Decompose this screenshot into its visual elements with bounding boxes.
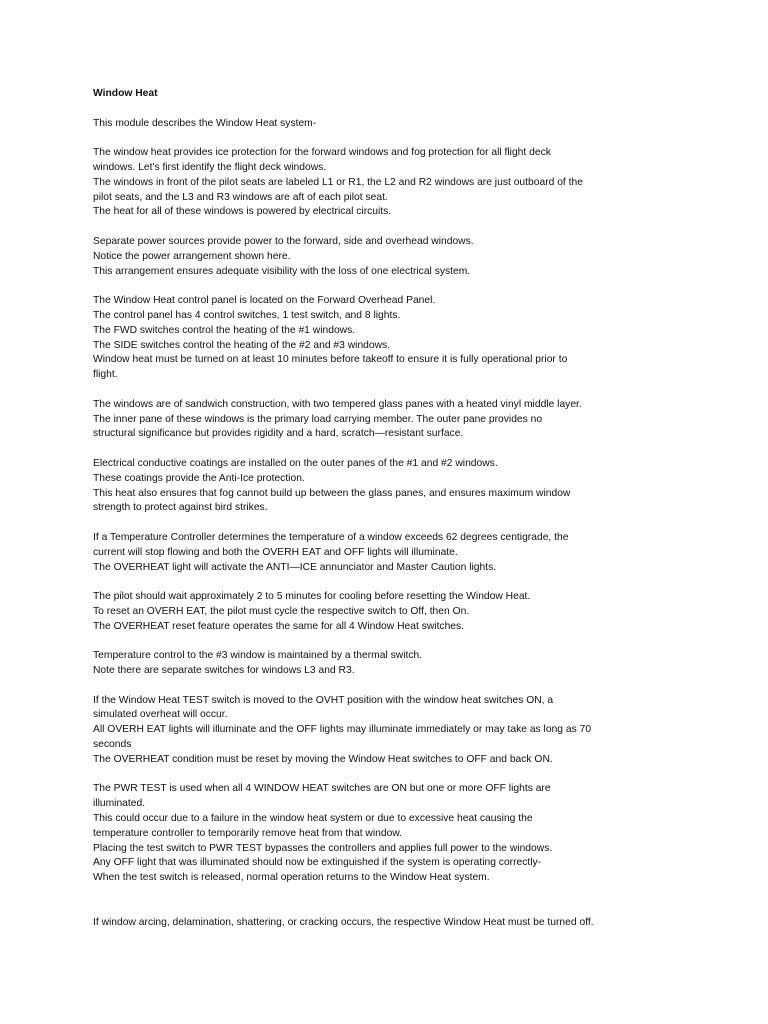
text-line: Window heat must be turned on at least 10 minutes before takeoff to ensure it is fully operational prior to bbox=[93, 354, 568, 366]
text-line: This could occur due to a failure in the window heat system or due to excessive heat causing the bbox=[93, 813, 533, 825]
text-line: pilot seats, and the L3 and R3 windows are aft of each pilot seat. bbox=[93, 191, 388, 203]
paragraph bbox=[93, 916, 683, 931]
text-line: Separate power sources provide power to the forward, side and overhead windows. bbox=[93, 235, 474, 247]
text-line: current will stop flowing and both the OVERH EAT and OFF lights will illuminate. bbox=[93, 546, 458, 558]
paragraph bbox=[93, 590, 683, 634]
text-line: When the test switch is released, normal operation returns to the Window Heat system. bbox=[93, 872, 490, 884]
paragraph bbox=[93, 782, 683, 886]
text-line: flight. bbox=[93, 369, 118, 381]
text-line: structural significance but provides rigidity and a hard, scratch—resistant surface. bbox=[93, 428, 464, 440]
text-line: Placing the test switch to PWR TEST bypasses the controllers and applies full power to the windows. bbox=[93, 842, 553, 854]
text-line: The inner pane of these windows is the primary load carrying member. The outer pane provides no bbox=[93, 413, 543, 425]
paragraph bbox=[93, 146, 683, 220]
text-line: strength to protect against bird strikes. bbox=[93, 502, 268, 514]
text-line: If the Window Heat TEST switch is moved to the OVHT position with the window heat switches ON, a bbox=[93, 694, 554, 706]
text-line: All OVERH EAT lights will illuminate and the OFF lights may illuminate immediately or may take as long as 70 bbox=[93, 724, 592, 736]
text-line: The heat for all of these windows is powered by electrical circuits. bbox=[93, 206, 392, 218]
text-line: illuminated. bbox=[93, 798, 146, 810]
text-line: This module describes the Window Heat system- bbox=[93, 117, 317, 129]
text-line: windows. Let's first identify the flight deck windows. bbox=[93, 161, 327, 173]
paragraph bbox=[93, 457, 683, 516]
text-line: Notice the power arrangement shown here. bbox=[93, 250, 291, 262]
text-line: Any OFF light that was illuminated should now be extinguished if the system is operating correctly- bbox=[93, 857, 542, 869]
text-line: The window heat provides ice protection for the forward windows and fog protection for all flight deck bbox=[93, 147, 551, 159]
text-line: temperature controller to temporarily remove heat from that window. bbox=[93, 827, 403, 839]
paragraph-list bbox=[93, 117, 683, 931]
text-line: Temperature control to the #3 window is maintained by a thermal switch. bbox=[93, 650, 423, 662]
text-line: The FWD switches control the heating of the #1 windows. bbox=[93, 324, 356, 336]
text-line: This arrangement ensures adequate visibility with the loss of one electrical system. bbox=[93, 265, 471, 277]
text-line: The pilot should wait approximately 2 to 5 minutes for cooling before resetting the Window Heat. bbox=[93, 591, 531, 603]
text-line: The Window Heat control panel is located on the Forward Overhead Panel. bbox=[93, 295, 436, 307]
text-line: The windows in front of the pilot seats are labeled L1 or R1, the L2 and R2 windows are just outboard of the bbox=[93, 176, 583, 188]
paragraph bbox=[93, 398, 683, 442]
paragraph bbox=[93, 649, 683, 679]
paragraph bbox=[93, 117, 683, 132]
text-line: Note there are separate switches for windows L3 and R3. bbox=[93, 665, 355, 677]
paragraph bbox=[93, 235, 683, 279]
document-body bbox=[93, 87, 683, 945]
document-title: Window Heat bbox=[93, 88, 158, 99]
text-line: The control panel has 4 control switches, 1 test switch, and 8 lights. bbox=[93, 309, 401, 321]
paragraph-gap bbox=[93, 901, 683, 916]
text-line: seconds bbox=[93, 739, 132, 751]
text-line: These coatings provide the Anti-Ice protection. bbox=[93, 472, 305, 484]
text-line: The SIDE switches control the heating of the #2 and #3 windows. bbox=[93, 339, 391, 351]
text-line: If a Temperature Controller determines the temperature of a window exceeds 62 degrees centigrade, the bbox=[93, 531, 569, 543]
paragraph bbox=[93, 694, 683, 768]
text-line: This heat also ensures that fog cannot build up between the glass panes, and ensures maximum window bbox=[93, 487, 571, 499]
text-line: If window arcing, delamination, shattering, or cracking occurs, the respective Window Heat must be turned off. bbox=[93, 916, 594, 928]
text-line: The PWR TEST is used when all 4 WINDOW HEAT switches are ON but one or more OFF lights are bbox=[93, 783, 551, 795]
text-line: simulated overheat will occur. bbox=[93, 709, 228, 721]
paragraph bbox=[93, 294, 683, 383]
text-line: The OVERHEAT light will activate the ANTI—ICE annunciator and Master Caution lights. bbox=[93, 561, 497, 573]
text-line: The windows are of sandwich construction, with two tempered glass panes with a heated vinyl middle layer. bbox=[93, 398, 582, 410]
text-line: Electrical conductive coatings are installed on the outer panes of the #1 and #2 windows. bbox=[93, 457, 498, 469]
text-line: The OVERHEAT reset feature operates the same for all 4 Window Heat switches. bbox=[93, 620, 465, 632]
text-line: To reset an OVERH EAT, the pilot must cycle the respective switch to Off, then On. bbox=[93, 605, 470, 617]
text-line: The OVERHEAT condition must be reset by moving the Window Heat switches to OFF and back ON. bbox=[93, 753, 553, 765]
paragraph bbox=[93, 531, 683, 575]
